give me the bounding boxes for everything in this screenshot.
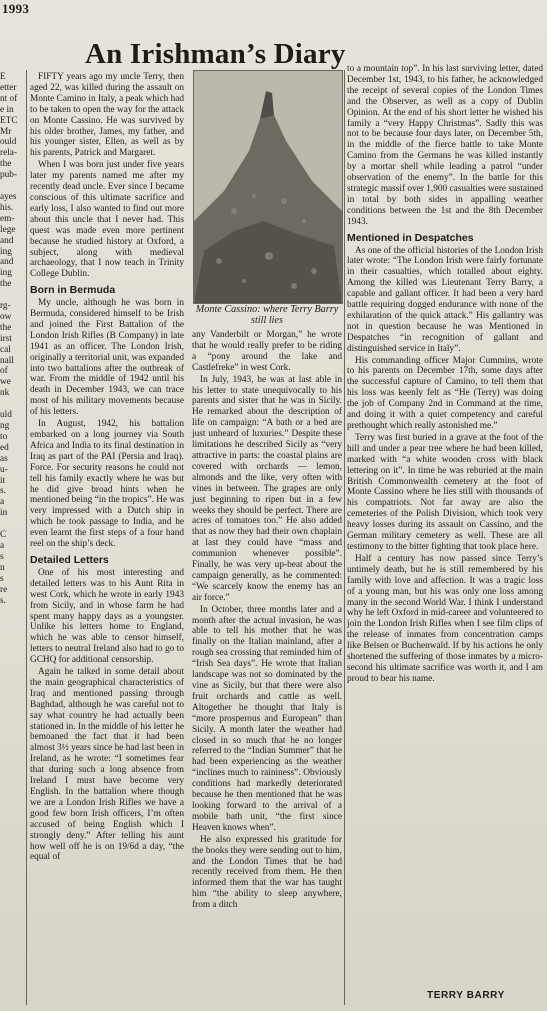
fragment-line: ayes xyxy=(0,191,17,202)
monte-cassino-photo xyxy=(193,70,343,304)
article-column-3 xyxy=(347,64,543,1004)
fragment-line: n xyxy=(0,562,5,573)
paragraph: As one of the official histories of the London Irish later wrote: “The London Irish were fairly fortunate in their casualties, which totalled about eighty. Among the killed was Lieutenant Terry Barry, a capable and gallant officer. It had been a very hard battle requiring dogged endurance with none of the exhilaration of the quick attack.” His gallantry was not in question because he was Mentioned in Despatches “in recognition of gallant and distinguished service in Italy”. xyxy=(347,245,543,354)
fragment-line: rg- xyxy=(0,301,11,312)
fragment-line: his. xyxy=(0,202,14,213)
fragment-line: Mr xyxy=(0,126,12,137)
fragment-line: uld xyxy=(0,410,12,421)
fragment-line xyxy=(0,519,24,530)
fragment-line: to xyxy=(0,431,8,442)
fragment-line: ng xyxy=(0,421,10,431)
fragment-line: ing xyxy=(0,246,12,257)
column-divider-right xyxy=(344,70,345,1005)
column-divider-left xyxy=(26,70,27,1005)
paragraph: In October, three months later and a month after the actual invasion, he was able to tell his mother that he was finally on the Italian mainland, after a rough sea crossing that reminded him of “Irish Sea days”. He wrote that Italian landscape was not so dominated by the vine as Sicily, but that there were also fruit orchards and cattle as well. Altogether he thought that Italy is “more prosperous and European” than Sicily. A month later the weather had closed in so much that he no longer referred to the “Indian Summer” that he had been experiencing as the weather “inclines much to raininess”. Obviously conditions had markedly deteriorated because he then mentioned that he was looking forward to the arrival of a mobile bath unit, “the first since Heaven knows when”. xyxy=(192,604,342,833)
paragraph: When I was born just under five years later my parents named me after my recently dead uncle. Ever since I became conscious of this ultimate sacrifice and early loss, I also wanted to find out more about this uncle that I never had. This quest was made even more pertinent because he studied history at Oxford, a subject, along with medieval archaeology, that I now teach in Trinity College Dublin. xyxy=(30,160,184,280)
fragment-line: ow xyxy=(0,311,12,322)
fragment-line: s. xyxy=(0,595,6,606)
fragment-line: re xyxy=(0,584,8,595)
fragment-line: nk xyxy=(0,388,10,399)
paragraph: FIFTY years ago my uncle Terry, then aged 22, was killed during the assault on Monte Camino in Italy, a peak which had to be taken to open the way for the attack on Monte Cassino. He was survived by his older brother, James, my father, and his younger sister, Ellen, as well as by his parents, Patrick and Margaret. xyxy=(30,72,184,159)
paragraph: to a mountain top”. In his last surviving letter, dated December 1st, 1943, to his father, he acknowledged the receipt of several copies of the London Times and the Observer, as well as a copy of Dublin Opinion. At the end of his short letter he wished his family a “very Happy Christmas”. Sadly this was not to be because four days later, on December 5th, in the middle of the fierce battle to take Monte Camino from the Germans he was killed instantly by a mortar shell while leading a patrol “under observation of the enemy”. In the battle for this strategic massif over 1,900 casualties were sustained in total by both sides in appalling weather conditions between the 1st and the 8th December 1943. xyxy=(347,64,543,227)
paragraph: In July, 1943, he was at last able in his letter to state unequivocally to his parents and sister that he was in Sicily. He remarked about the description of life on campaign: “A bath or a bed are just unheard of luxuries.” Despite these limitations he described Sicily as “very attractive in parts: the coastal plains are covered with orchards — lemon, almonds and the like, very often with vines in between. The grapes are only just beginning to ripen but in a few weeks they should be perfect. There are acres of tomatoes too.” He also added that as now they had their own chaplain at last they could have “mass and communion whenever possible”. Finally, he was very up-beat about the campaign generally, as he commented: “We scarcely know the enemy has an air force.” xyxy=(192,374,342,603)
article-title: An Irishman’s Diary xyxy=(85,38,346,70)
page-year: 1993 xyxy=(2,1,30,16)
fragment-line: ing xyxy=(0,268,12,279)
fragment-line: ETC xyxy=(0,115,18,126)
paragraph: My uncle, although he was born in Bermuda, considered himself to be Irish and joined the First Battalion of the London Irish Rifles (B Company) in late 1941 as an officer. The London Irish, originally a territorial unit, was expanded into two battalions after the outbreak of war. From the middle of 1942 until his death in December 1943, we can trace most of his military movements because of his letters. xyxy=(30,298,184,418)
fragment-line: as xyxy=(0,453,8,464)
mountain-summit-image xyxy=(194,71,342,303)
paragraph: Half a century has now passed since Terry’s untimely death, but he is still remembered by his family with love and affection. It was a tragic loss of a young man, but his was only one loss among many in the second World War. I think I understand why he left Oxford in mid-career and volunteered to join the London Irish Rifles when I see film clips of the release of inmates from concentration camps like Belsen or Buchenwald. If by his actions he only shortened the suffering of those inmates by a micro-second his ultimate sacrifice was worth it, and I am proud to bear his name. xyxy=(347,553,543,684)
paragraph: One of his most interesting and detailed letters was to his Aunt Rita in west Cork, which he wrote in early 1943 from Sicily, and in whose farm he had spent many happy days as a youngster. Unlike his letters home to England, which he was able to censor himself, letters to neutral Ireland also had to go to GCHQ for additional censorship. xyxy=(30,567,184,666)
fragment-line xyxy=(0,290,24,301)
fragment-line: ould xyxy=(0,137,17,148)
adjacent-article-fragment xyxy=(0,72,24,606)
fragment-line xyxy=(0,181,24,192)
fragment-line: a xyxy=(0,497,5,508)
fragment-line: in xyxy=(0,508,8,519)
subheading-mentioned-in-despatches: Mentioned in Despatches xyxy=(347,231,474,244)
article-column-2 xyxy=(192,330,342,1010)
fragment-line: and xyxy=(0,235,14,246)
fragment-line: etter xyxy=(0,82,17,93)
fragment-line: s xyxy=(0,551,4,562)
paragraph: He also expressed his gratitude for the books they were sending out to him, and the London Times that he had recently received from them. He then informed them that the war has taught him “the ability to sleep anywhere, from a ditch xyxy=(192,834,342,911)
subheading-detailed-letters: Detailed Letters xyxy=(30,553,109,566)
fragment-line: em- xyxy=(0,213,15,224)
author-signature: TERRY BARRY xyxy=(427,990,505,1001)
fragment-line: e in xyxy=(0,104,14,115)
paragraph: In August, 1942, his battalion embarked on a long journey via South Africa and India to its final destination in Iraq as part of the PAI (Persia and Iraq). Force. For security reasons he could not tell his family exactly where he was but he did give broad hints when he mentioned being “in the tropics”. He was very impressed with a Dutch ship in which he took passage to India, and he even learnt the first steps of a four hand reel on the ship’s deck. xyxy=(30,419,184,550)
paragraph: Terry was first buried in a grave at the foot of the hill and under a pear tree where he had been killed, marked with “a white wooden cross with black lettering on it”. In time he was reburied at the main British Commonwealth cemetery at the foot of Monte Cassino where he lies still with thousands of his compatriots. Not far away are also the cemeteries of the Polish Division, which took very heavy losses during its assault on Cassino, and the German military cemetery as well. These are all testimony to the bitter fighting that took place here. xyxy=(347,432,543,552)
fragment-line xyxy=(0,399,24,410)
fragment-line: s xyxy=(0,573,4,584)
fragment-line: nt of xyxy=(0,93,18,104)
fragment-line: the xyxy=(0,279,12,290)
fragment-line: it xyxy=(0,475,6,486)
fragment-line: rela- xyxy=(0,148,18,159)
fragment-line: pub- xyxy=(0,170,18,181)
fragment-line: s. xyxy=(0,486,6,497)
paragraph: any Vanderbilt or Morgan,” he wrote that he would really prefer to be riding a “pony around the lake and Castlefreke” in west Cork. xyxy=(192,330,342,373)
fragment-line: we xyxy=(0,377,11,388)
article-column-1 xyxy=(30,72,184,1007)
fragment-line: the xyxy=(0,322,12,333)
fragment-line: u- xyxy=(0,464,8,475)
subheading-born-in-bermuda: Born in Bermuda xyxy=(30,284,116,297)
fragment-line: a xyxy=(0,540,5,551)
fragment-line: cal xyxy=(0,344,11,355)
paragraph: His commanding officer Major Cummins, wrote to his parents on December 17th, some days after the successful capture of Camino, to tell them that his loss was keenly felt as “He (Terry) was doing the job of Company 2nd in Command at the time, and doing it with a quiet competency and careful prethought which really astonished me.” xyxy=(347,355,543,431)
fragment-line: the xyxy=(0,159,12,170)
fragment-line: ed xyxy=(0,442,9,453)
fragment-line: C xyxy=(0,530,7,541)
fragment-line: and xyxy=(0,257,14,268)
fragment-line: E xyxy=(0,72,6,82)
fragment-line: of xyxy=(0,366,8,377)
fragment-line: irst xyxy=(0,333,12,344)
paragraph: Again he talked in some detail about the main geographical characteristics of Iraq and mentioned passing through Baghdad, although he was careful not to say what country he had actually been stationed in. In the middle of his letter he bemoaned the fact that it had been almost 3½ years since he had last been in Ireland, as he wrote: “I sometimes fear that during such a long absence from Ireland I must have become very English. In the battalion where though we are a London Irish Rifles we have a good few born Irish officers, I’m often accused of being English which I strongly deny.” After telling his aunt how well off he is on 19/6d a day, “the equal of xyxy=(30,667,184,863)
fragment-line: lege xyxy=(0,224,16,235)
fragment-line: nall xyxy=(0,355,14,366)
photo-caption: Monte Cassino: where Terry Barry still lies xyxy=(195,304,339,326)
